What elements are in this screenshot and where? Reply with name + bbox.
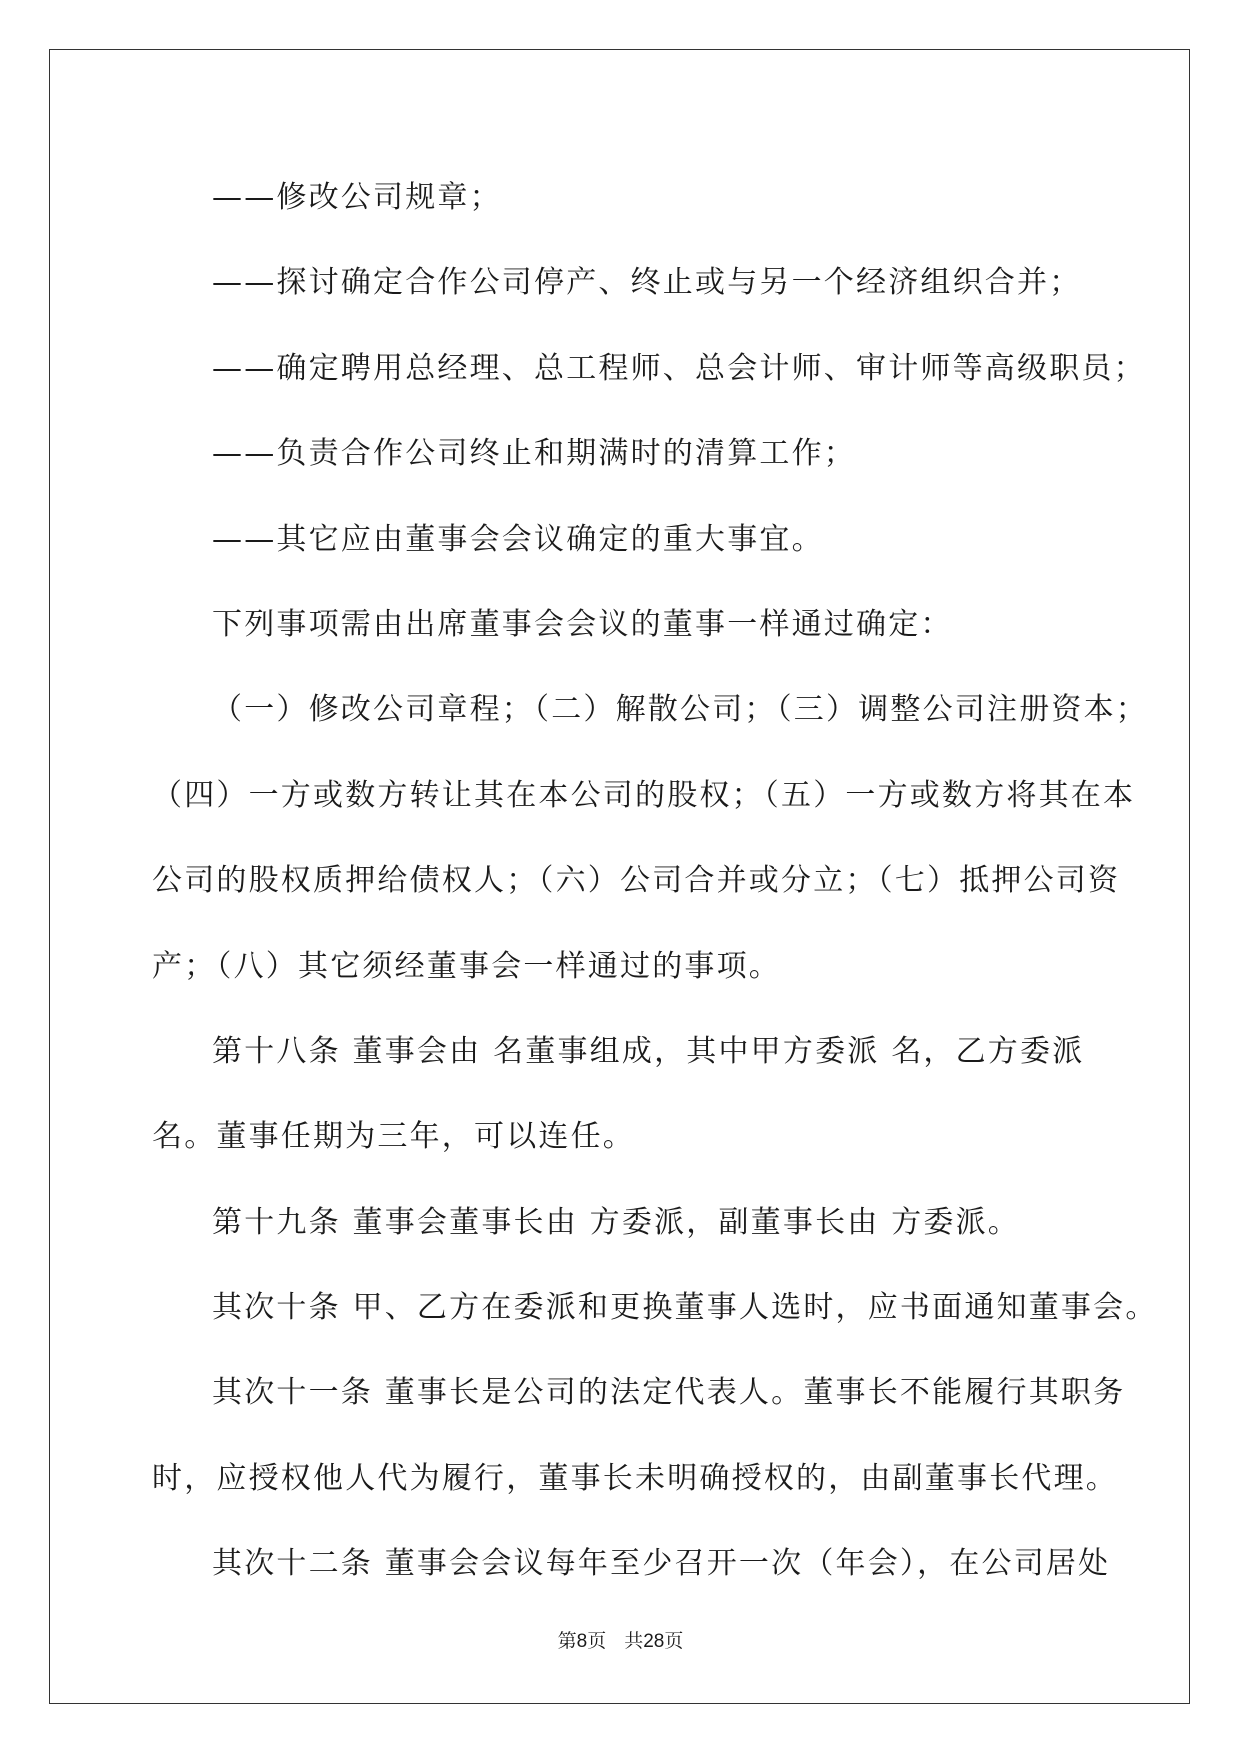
paragraph-line: 其次十二条 董事会会议每年至少召开一次（年会），在公司居处 (212, 1546, 1111, 1582)
footer-total-prefix: 共 (624, 1631, 644, 1652)
paragraph-line: （一）修改公司章程；（二）解散公司；（三）调整公司注册资本； (212, 692, 1148, 728)
paragraph-line: ——负责合作公司终止和期满时的清算工作； (212, 436, 856, 472)
document-body (152, 155, 1158, 1607)
paragraph-line: 时，应授权他人代为履行，董事长未明确授权的，由副董事长代理。 (152, 1460, 1118, 1496)
paragraph-line: （四）一方或数方转让其在本公司的股权；（五）一方或数方将其在本 (152, 777, 1136, 813)
paragraph-line: 第十九条 董事会董事长由 方委派，副董事长由 方委派。 (212, 1204, 1021, 1240)
total-page-count: 28 (643, 1631, 665, 1652)
paragraph-line: 其次十条 甲、乙方在委派和更换董事人选时，应书面通知董事会。 (212, 1290, 1158, 1326)
paragraph-line: ——确定聘用总经理、总工程师、总会计师、审计师等高级职员； (212, 350, 1146, 386)
paragraph-line: 公司的股权质押给债权人；（六）公司合并或分立；（七）抵押公司资 (152, 863, 1121, 899)
paragraph-line: 下列事项需由出席董事会会议的董事一样通过确定： (212, 606, 953, 642)
paragraph-line: 产；（八）其它须经董事会一样通过的事项。 (152, 948, 781, 984)
paragraph-line: 其次十一条 董事长是公司的法定代表人。董事长不能履行其职务 (212, 1375, 1126, 1411)
footer-page-unit: 页 (587, 1631, 607, 1652)
paragraph-line: ——探讨确定合作公司停产、终止或与另一个经济组织合并； (212, 265, 1082, 301)
footer-prefix: 第 (557, 1631, 577, 1652)
paragraph-line: ——修改公司规章； (212, 180, 502, 215)
footer-total-unit: 页 (664, 1631, 684, 1652)
paragraph-line: 名。董事任期为三年，可以连任。 (152, 1119, 635, 1155)
paragraph-line: 第十八条 董事会由 名董事组成，其中甲方委派 名，乙方委派 (212, 1033, 1085, 1069)
current-page-number: 8 (576, 1631, 588, 1652)
paragraph-line: ——其它应由董事会会议确定的重大事宜。 (212, 521, 824, 557)
page-number-footer (0, 1626, 1241, 1653)
